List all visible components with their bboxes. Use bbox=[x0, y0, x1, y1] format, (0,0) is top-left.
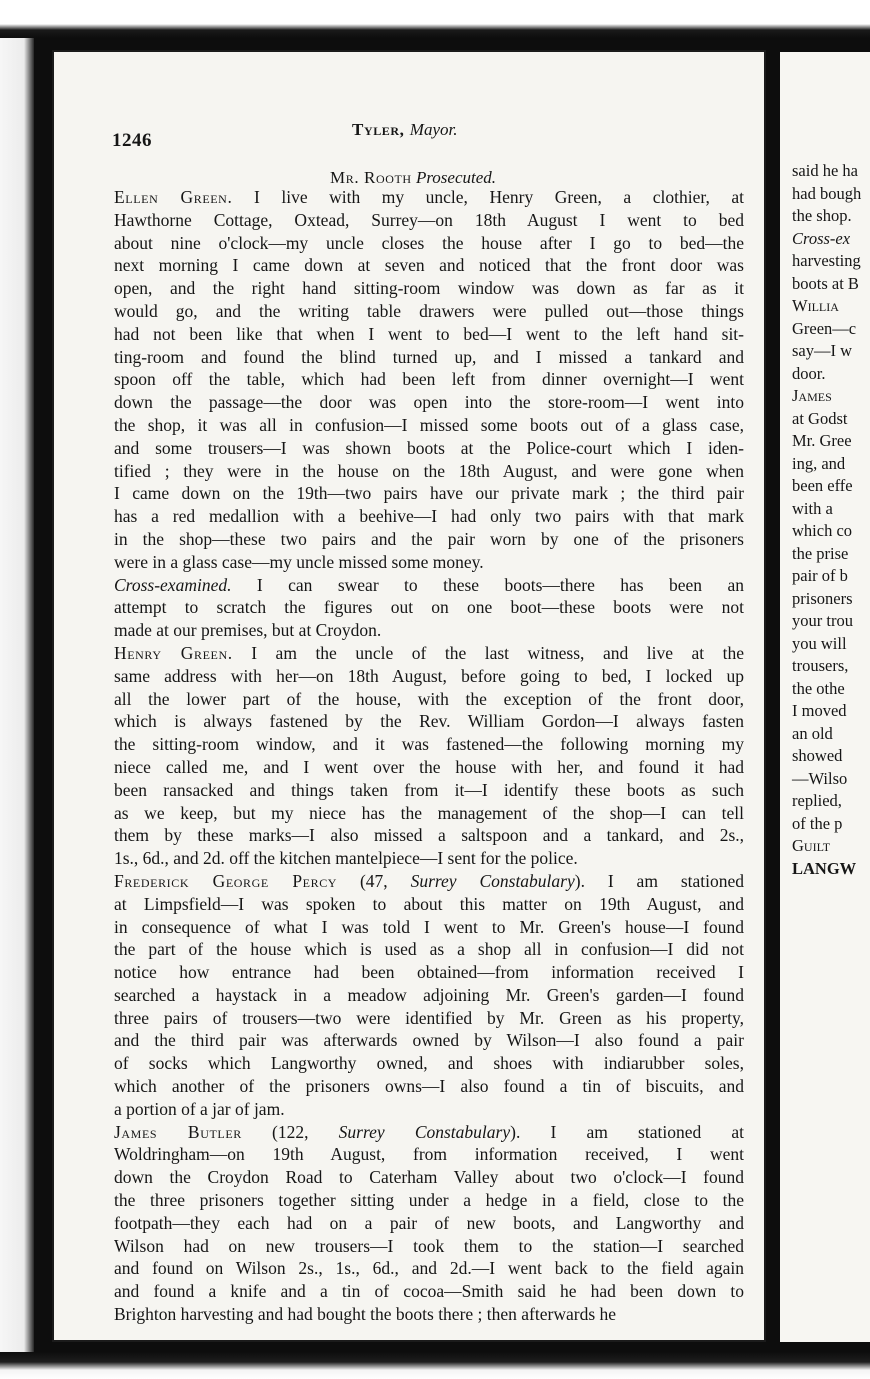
line-text: were in a glass case—my uncle missed some money. bbox=[114, 551, 484, 572]
line-text: next morning I came down at seven and noticed that the front door was bbox=[114, 255, 744, 276]
text-line bbox=[114, 300, 744, 323]
facing-line: pair of b bbox=[792, 566, 848, 585]
text-line bbox=[114, 1029, 744, 1052]
text-line bbox=[114, 346, 744, 369]
subhead-status: Prosecuted. bbox=[415, 168, 497, 187]
line-text: and found on Wilson 2s., 1s., 6d., and 2d.—I went back to the field again bbox=[114, 1258, 744, 1279]
facing-line: which co bbox=[792, 521, 853, 540]
text-line bbox=[114, 619, 744, 642]
line-text: (122, bbox=[241, 1121, 339, 1142]
witness-name: Frederick George Percy bbox=[114, 870, 338, 891]
facing-line: say—I w bbox=[792, 341, 853, 360]
text-line bbox=[114, 505, 744, 528]
line-text: all the lower part of the house, with the exception of the front door, bbox=[114, 688, 744, 709]
line-text: open, and the right hand sitting-room window was down as far as it bbox=[114, 278, 744, 299]
line-text: (47, bbox=[337, 870, 411, 891]
text-line bbox=[114, 1280, 744, 1303]
scan-left-edge bbox=[0, 0, 34, 1379]
text-line bbox=[114, 277, 744, 300]
examination-label: Cross-examined. bbox=[114, 574, 232, 595]
text-line bbox=[114, 1257, 744, 1280]
scan-bottom-edge bbox=[0, 1352, 870, 1379]
line-text: searched a haystack in a meadow adjoining Mr. Green's garden—I found bbox=[114, 984, 744, 1005]
line-text: of socks which Langworthy owned, and shoes with indiarubber soles, bbox=[114, 1053, 744, 1074]
line-text: has a red medallion with a beehive—I had only two pairs with that mark bbox=[114, 506, 744, 527]
text-line bbox=[114, 1052, 744, 1075]
witness-name: Ellen Green. bbox=[114, 187, 233, 207]
text-line bbox=[114, 1098, 744, 1121]
line-text: I came down on the 19th—two pairs have our private mark ; the third pair bbox=[114, 483, 744, 504]
line-text: at Limpsfield—I was spoken to about this matter on 19th August, and bbox=[114, 893, 744, 914]
text-line bbox=[114, 961, 744, 984]
facing-page-text bbox=[792, 160, 870, 880]
text-line bbox=[114, 1303, 744, 1326]
text-line bbox=[114, 574, 744, 597]
line-text: I live with my uncle, Henry Green, a clothier, at bbox=[232, 187, 744, 207]
line-text: as we keep, but my niece has the management of the shop—I can tell bbox=[114, 802, 744, 823]
facing-line: showed bbox=[792, 746, 843, 765]
text-line bbox=[114, 437, 744, 460]
line-text: three pairs of trousers—two were identified by Mr. Green as his property, bbox=[114, 1007, 744, 1028]
line-text: I am the uncle of the last witness, and live at the bbox=[232, 642, 744, 663]
facing-line: LANGW bbox=[792, 858, 857, 878]
text-line bbox=[114, 688, 744, 711]
text-line bbox=[114, 1007, 744, 1030]
facing-line: Cross-ex bbox=[792, 228, 851, 248]
text-line bbox=[114, 1189, 744, 1212]
line-text: which is always fastened by the Rev. William Gordon—I always fasten bbox=[114, 711, 744, 732]
facing-line: Guilt bbox=[792, 836, 831, 855]
line-text: niece called me, and I went over the house with her, and found it had bbox=[114, 756, 744, 777]
facing-line: of the p bbox=[792, 813, 843, 833]
line-text: the shop, it was all in confusion—I missed some boots out of a glass case, bbox=[114, 414, 744, 435]
text-line bbox=[114, 1166, 744, 1189]
text-line bbox=[114, 323, 744, 346]
facing-line: harvesting bbox=[792, 251, 861, 270]
text-line bbox=[114, 1235, 744, 1258]
line-text: the part of the house which is used as a shop all in confusion—I did not bbox=[114, 939, 744, 960]
facing-line: an old bbox=[792, 723, 833, 743]
scan-top-edge bbox=[0, 0, 870, 38]
text-line bbox=[114, 232, 744, 255]
facing-line: the shop. bbox=[792, 206, 852, 225]
text-line bbox=[114, 596, 744, 619]
line-text: them by these marks—I also missed a saltspoon and a tankard, and 2s., bbox=[114, 825, 744, 846]
text-line bbox=[114, 391, 744, 414]
text-line bbox=[114, 1075, 744, 1098]
line-text: made at our premises, but at Croydon. bbox=[114, 620, 382, 641]
constabulary-name: Surrey Constabulary bbox=[338, 1121, 511, 1142]
text-line bbox=[114, 710, 744, 733]
line-text: I can swear to these boots—there has been an bbox=[231, 574, 744, 595]
line-text: and found a knife and a tin of cocoa—Smith said he had been down to bbox=[114, 1281, 744, 1302]
facing-line: trousers, bbox=[792, 656, 849, 675]
text-line bbox=[114, 209, 744, 232]
line-text: footpath—they each had on a pair of new boots, and Langworthy and bbox=[114, 1212, 744, 1233]
facing-line: had bough bbox=[792, 183, 862, 203]
facing-line: door. bbox=[792, 363, 826, 383]
facing-line: the prise bbox=[792, 543, 849, 563]
facing-line: your trou bbox=[792, 611, 853, 630]
case-subheading bbox=[330, 168, 496, 188]
line-text: down the passage—the door was open into the store-room—I went into bbox=[114, 392, 744, 413]
line-text: down the Croydon Road to Caterham Valley about two o'clock—I found bbox=[114, 1167, 744, 1188]
facing-line: Willia bbox=[792, 296, 839, 315]
text-line bbox=[114, 733, 744, 756]
facing-line: you will bbox=[792, 633, 847, 653]
facing-line: ing, and bbox=[792, 453, 846, 473]
text-line bbox=[114, 779, 744, 802]
line-text: which another of the prisoners owns—I also found a tin of biscuits, and bbox=[114, 1076, 744, 1097]
line-text: ting-room and found the blind turned up, and I missed a tankard and bbox=[114, 346, 744, 367]
witness-name: James Butler bbox=[114, 1121, 242, 1142]
line-text: the three prisoners together sitting under a hedge in a field, close to the bbox=[114, 1190, 744, 1211]
line-text: would go, and the writing table drawers were pulled out—those things bbox=[114, 300, 744, 321]
testimony-text bbox=[114, 186, 744, 1326]
text-line bbox=[114, 460, 744, 483]
page-number: 1246 bbox=[112, 130, 152, 151]
line-text: 1s., 6d., and 2d. off the kitchen mantelpiece—I sent for the police. bbox=[114, 848, 578, 869]
facing-line: Mr. Gree bbox=[792, 431, 852, 450]
text-line bbox=[114, 642, 744, 665]
text-line bbox=[114, 482, 744, 505]
subhead-name: Mr. Rooth bbox=[330, 168, 412, 187]
text-line bbox=[114, 1143, 744, 1166]
facing-line: Green—c bbox=[792, 318, 857, 338]
line-text: about nine o'clock—my uncle closes the house after I go to bed—the bbox=[114, 232, 744, 253]
text-line bbox=[114, 756, 744, 779]
text-line bbox=[114, 414, 744, 437]
running-head-title: Mayor. bbox=[409, 120, 458, 139]
text-line bbox=[114, 847, 744, 870]
text-line bbox=[114, 1212, 744, 1235]
facing-line: —Wilso bbox=[792, 768, 848, 788]
text-line bbox=[114, 938, 744, 961]
running-head-name: Tyler, bbox=[352, 120, 405, 139]
line-text: Woldringham—on 19th August, from information received, I went bbox=[114, 1144, 744, 1165]
line-text: attempt to scratch the figures out on one boot—these boots were not bbox=[114, 597, 744, 618]
line-tail: ). I am stationed bbox=[574, 870, 745, 891]
line-text: and some trousers—I was shown boots at the Police-court which I iden- bbox=[114, 437, 744, 458]
facing-line: been effe bbox=[792, 476, 853, 495]
facing-line: replied, bbox=[792, 791, 842, 810]
line-text: in the shop—these two pairs and the pair worn by one of the prisoners bbox=[114, 528, 744, 549]
text-line bbox=[114, 870, 744, 893]
running-head bbox=[352, 120, 457, 140]
facing-line: prisoners bbox=[792, 588, 853, 608]
text-line bbox=[114, 551, 744, 574]
facing-line: at Godst bbox=[792, 408, 848, 428]
facing-line: I moved bbox=[792, 701, 847, 720]
line-tail: ). I am stationed at bbox=[510, 1121, 745, 1142]
witness-name: Henry Green. bbox=[114, 642, 233, 663]
line-text: and the third pair was afterwards owned by Wilson—I also found a pair bbox=[114, 1030, 744, 1051]
text-line bbox=[114, 984, 744, 1007]
facing-line: with a bbox=[792, 498, 833, 518]
line-text: a portion of a jar of jam. bbox=[114, 1098, 285, 1119]
text-line bbox=[114, 802, 744, 825]
line-text: the sitting-room window, and it was fastened—the following morning my bbox=[114, 734, 744, 755]
text-line bbox=[114, 368, 744, 391]
line-text: Wilson had on new trousers—I took them to the station—I searched bbox=[114, 1235, 744, 1256]
facing-line: James bbox=[792, 386, 832, 405]
text-line bbox=[114, 665, 744, 688]
text-line bbox=[114, 1121, 744, 1144]
line-text: notice how entrance had been obtained—from information received I bbox=[114, 962, 744, 983]
line-text: had not been like that when I went to bed—I went to the left hand sit- bbox=[114, 323, 744, 344]
constabulary-name: Surrey Constabulary bbox=[410, 870, 575, 891]
line-text: same address with her—on 18th August, before going to bed, I locked up bbox=[114, 665, 744, 686]
text-line bbox=[114, 528, 744, 551]
line-text: tified ; they were in the house on the 18th August, and were gone when bbox=[114, 460, 744, 481]
text-line bbox=[114, 916, 744, 939]
line-text: Hawthorne Cottage, Oxtead, Surrey—on 18th August I went to bed bbox=[114, 209, 744, 230]
facing-line: the othe bbox=[792, 678, 845, 698]
line-text: Brighton harvesting and had bought the boots there ; then afterwards he bbox=[114, 1304, 617, 1325]
facing-line: said he ha bbox=[792, 161, 858, 180]
facing-line: boots at B bbox=[792, 273, 859, 293]
text-line bbox=[114, 186, 744, 209]
line-text: spoon off the table, which had been left from dinner overnight—I went bbox=[114, 369, 744, 390]
text-line bbox=[114, 254, 744, 277]
text-line bbox=[114, 893, 744, 916]
text-line bbox=[114, 824, 744, 847]
line-text: been ransacked and things taken from it—I identify these boots as such bbox=[114, 779, 744, 800]
line-text: in consequence of what I was told I went to Mr. Green's house—I found bbox=[114, 916, 744, 937]
